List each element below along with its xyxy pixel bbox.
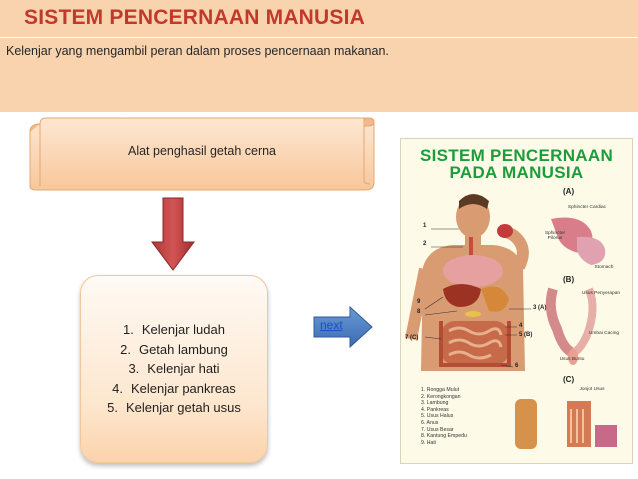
arrow-down-icon (150, 196, 196, 272)
caption-jonjot-usus: Jonjot Usus (579, 387, 605, 392)
scroll-label: Alat penghasil getah cerna (127, 144, 277, 158)
list-item: 3. Kelenjar hati (128, 361, 220, 376)
caption-usus-penyerapan: Usus Penyerapan (581, 291, 621, 296)
poster-label-9: 9 (417, 299, 421, 305)
glands-list (81, 320, 267, 418)
caption-sphincter-cardiac: Sphincter Cardiac (567, 205, 607, 210)
caption-usus-buntu: Usus Buntu (559, 357, 585, 362)
caption-umbai-cacing: Umbai Cacing (588, 331, 620, 336)
list-item: 5. Kelenjar getah usus (107, 400, 241, 415)
legend-item: 8. Kantung Empedu (421, 433, 467, 440)
legend-item: 3. Lambung (421, 400, 449, 407)
legend-item: 9. Hati (421, 439, 436, 446)
header-banner (0, 0, 638, 112)
poster-label-1: 1 (423, 223, 427, 229)
legend-item: 7. Usus Besar (421, 426, 454, 433)
digestive-system-poster (400, 138, 633, 464)
poster-label-5: 5 (B) (519, 332, 533, 338)
poster-label-7: 7 (C) (405, 335, 419, 341)
legend-item: 4. Pankreas (421, 406, 449, 413)
poster-legend (421, 387, 467, 446)
glands-list-box (80, 275, 268, 463)
scroll-banner (26, 114, 378, 194)
poster-section-b: (B) (563, 275, 575, 284)
poster-label-6: 6 (515, 363, 519, 369)
poster-label-3: 3 (A) (533, 305, 547, 311)
list-item: 4. Kelenjar pankreas (112, 380, 236, 396)
title-divider (0, 37, 638, 38)
legend-item: 6. Anus (421, 419, 439, 426)
legend-item: 1. Rongga Mulut (421, 387, 460, 393)
page-subtitle: Kelenjar yang mengambil peran dalam proses pencernaan makanan. (6, 44, 389, 58)
caption-stomach: Stomach (594, 265, 614, 270)
poster-section-a: (A) (563, 187, 575, 196)
legend-item: 5. Usus Halus (421, 413, 454, 420)
poster-title-line2: PADA MANUSIA (449, 163, 584, 182)
next-link[interactable]: next (320, 318, 343, 332)
poster-label-4: 4 (519, 323, 523, 329)
poster-label-2: 2 (423, 241, 427, 247)
caption-sphincter-pilorus: Sphincter Pilorus (544, 231, 566, 242)
poster-section-c: (C) (563, 375, 575, 384)
legend-item: 2. Kerongkongan (421, 393, 461, 400)
page-title: SISTEM PENCERNAAN MANUSIA (24, 6, 366, 29)
poster-title-line1: SISTEM PENCERNAAN (419, 146, 614, 165)
poster-label-8: 8 (417, 309, 421, 315)
list-item: 2. Getah lambung (120, 341, 228, 357)
list-item: 1. Kelenjar ludah (123, 322, 225, 337)
